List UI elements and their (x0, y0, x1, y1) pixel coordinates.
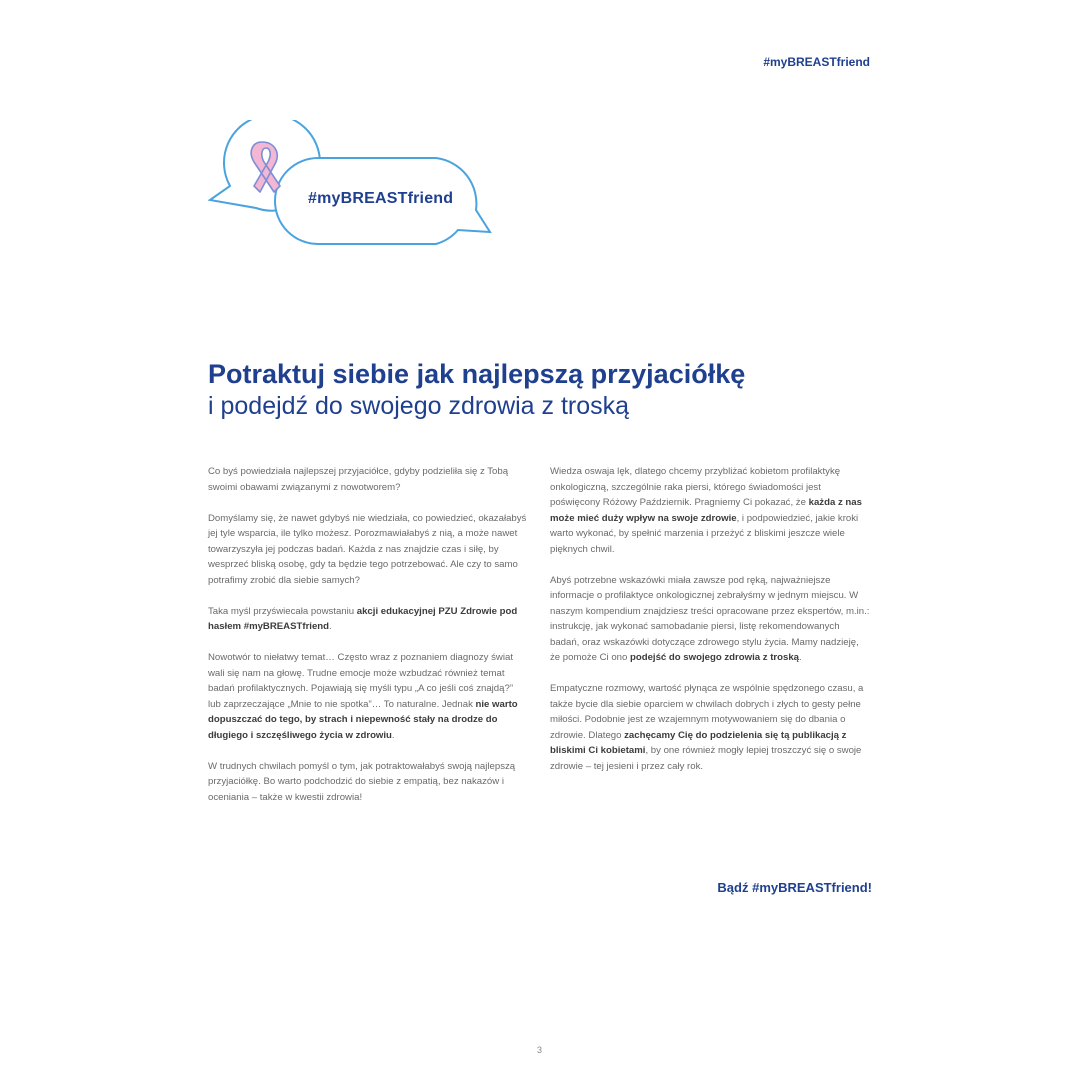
left-column (208, 464, 528, 821)
paragraph: Wiedza oswaja lęk, dlatego chcemy przybliżać kobietom profilaktykę onkologiczną, szczególnie raka piersi, którego świadomości jest poświęcony Różowy Październik. Pragniemy Ci pokazać, że każda z nas może mieć duży wpływ na swoje zdrowie, i podpowiedzieć, jakie kroki warto wykonać, by spełnić marzenia i przeżyć z bliskimi jeszcze wiele pięknych chwil. (550, 466, 862, 555)
speech-bubbles-icon (208, 120, 498, 250)
bold-text: akcji edukacyjnej PZU Zdrowie pod hasłem #myBREASTfriend (208, 605, 518, 632)
closing-call-to-action: Bądź #myBREASTfriend! (717, 880, 872, 895)
bold-text: zachęcamy Cię do podzielenia się tą publikacją z bliskimi Ci kobietami (550, 729, 847, 756)
paragraph: Empatyczne rozmowy, wartość płynąca ze wspólnie spędzonego czasu, a także bycie dla siebie oparciem w chwilach dobrych i złych to gesty pełne miłości. Podobnie jest ze wzajemnym motywowaniem się do dbania o zdrowie. Dlatego zachęcamy Cię do podzielenia się tą publikacją z bliskimi Ci kobietami, by one również mogły lepiej troszczyć się o swoje zdrowie – tej jesieni i przez cały rok. (550, 683, 864, 772)
title-block (208, 358, 908, 422)
page-subtitle: i podejdź do swojego zdrowia z troską (208, 392, 630, 420)
page-number: 3 (537, 1045, 543, 1055)
page-title: Potraktuj siebie jak najlepszą przyjaciółkę (208, 359, 746, 389)
paragraph: Domyślamy się, że nawet gdybyś nie wiedziała, co powiedzieć, okazałabyś jej tyle wsparcia, ile tylko możesz. Porozmawiałabyś z nią, a może nawet towarzyszyła jej podczas badań. Każda z nas znajdzie czas i siłę, by wesprzeć bliską osobę, gdy ta będzie tego potrzebować. Ale czy to samo potrafimy zrobić dla siebie samych? (208, 512, 527, 586)
paragraph: Co byś powiedziała najlepszej przyjaciółce, gdyby podzieliła się z Tobą swoimi obawami związanymi z nowotworem? (208, 466, 509, 493)
paragraph: W trudnych chwilach pomyśl o tym, jak potraktowałabyś swoją najlepszą przyjaciółkę. Bo warto podchodzić do siebie z empatią, bez nakazów i oceniania – także w kwestii zdrowia! (208, 760, 516, 803)
bold-text: każda z nas może mieć duży wpływ na swoje zdrowie (550, 497, 862, 524)
logo-text: #myBREASTfriend (308, 190, 454, 207)
paragraph: Taka myśl przyświecała powstaniu akcji edukacyjnej PZU Zdrowie pod hasłem #myBREASTfriend. (208, 605, 518, 632)
paragraph: Nowotwór to niełatwy temat… Często wraz z poznaniem diagnozy świat wali się nam na głowę. Trudne emocje może wzbudzać również temat badań profilaktycznych. Pojawiają się myśli typu „A co jeśli coś znajdą?” lub zaprzeczające „Mnie to nie spotka”… To naturalne. Jednak nie warto dopuszczać do tego, by strach i niepewność stały na drodze do długiego i szczęśliwego życia w zdrowiu. (208, 652, 518, 741)
header-hashtag: #myBREASTfriend (763, 55, 870, 69)
bold-text: nie warto dopuszczać do tego, by strach i niepewność stały na drodze do długiego i szczęśliwego życia w zdrowiu (208, 698, 518, 741)
right-column (550, 464, 870, 790)
bold-text: podejść do swojego zdrowia z troską (630, 652, 799, 663)
paragraph: Abyś potrzebne wskazówki miała zawsze pod ręką, najważniejsze informacje o profilaktyce onkologicznej zebrałyśmy w jednym miejscu. W naszym kompendium znajdziesz treści opracowane przez ekspertów, m.in.: instrukcję, jak wykonać samobadanie piersi, listę rekomendowanych badań, oraz wskazówki dotyczące zdrowego stylu życia. Mamy nadzieję, że pomoże Ci ono podejść do swojego zdrowia z troską. (550, 574, 870, 663)
